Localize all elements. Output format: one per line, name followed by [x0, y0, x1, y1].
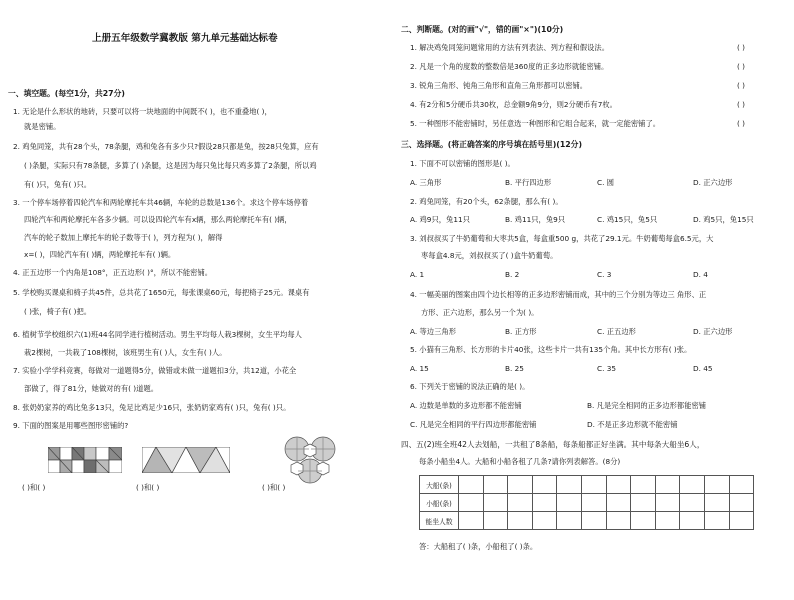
q1-line2: 就是密铺。: [24, 122, 61, 131]
choice-1: 1. 下面不可以密铺的图形是( )。: [410, 159, 515, 168]
judge-1: 1. 解决鸡兔同笼问题常用的方法有列表法、列方程和假设法。: [410, 43, 609, 52]
table-row-header: 小船(条): [420, 494, 459, 512]
answer-line: 答：大船租了( )条，小船租了( )条。: [419, 542, 538, 551]
choice-3-a: A. 1: [410, 270, 425, 279]
section1-heading: 一、填空题。(每空1分，共27分): [8, 89, 125, 98]
table-row: [420, 512, 754, 530]
table-row-header: 大船(条): [420, 476, 459, 494]
judge-1-paren: ( ): [737, 43, 746, 52]
choice-5-c: C. 35: [597, 364, 617, 373]
q1-line1: 1. 无论是什么形状的地砖，只要可以将一块地面的中间既不( )，也不重叠地( )，: [13, 107, 272, 116]
choice-4-a: A. 等边三角形: [410, 327, 456, 336]
q5-line2: ( )张，椅子有( )把。: [24, 307, 92, 316]
q3-line2: 四轮汽车和两轮摩托车各多少辆。可以设四轮汽车有x辆，那么两轮摩托车有( )辆，: [24, 215, 292, 224]
choice-6-a: A. 边数是单数的多边形都不能密铺: [410, 401, 522, 410]
choice-4-d: D. 正六边形: [693, 327, 733, 336]
choice-3-c: C. 3: [597, 270, 612, 279]
choice-2-d: D. 鸡5只，兔15只: [693, 215, 754, 224]
choice-4-c: C. 正五边形: [597, 327, 636, 336]
choice-6: 6. 下列关于密铺的说法正确的是( )。: [410, 382, 530, 391]
choice-1-a: A. 三角形: [410, 178, 442, 187]
choice-3-line2: 枣每盒4.8元，刘叔叔买了( )盒牛奶葡萄。: [421, 251, 558, 260]
q2-line1: 2. 鸡兔同笼，共有28个头，78条腿，鸡和兔各有多少只?假设28只都是兔，按28只兔算，应有: [13, 142, 319, 151]
choice-1-c: C. 圆: [597, 178, 615, 187]
judge-3-paren: ( ): [737, 81, 746, 90]
choice-2-b: B. 鸡11只，兔9只: [505, 215, 566, 224]
choice-2: 2. 鸡兔同笼，有20个头，62条腿，那么有( )。: [410, 197, 563, 206]
choice-4-b: B. 正方形: [505, 327, 537, 336]
choice-2-c: C. 鸡15只，兔5只: [597, 215, 658, 224]
boat-table: [419, 475, 754, 530]
q6-line1: 6. 植树节学校组织六(1)班44名同学进行植树活动。男生平均每人栽3棵树，女生平均每人: [13, 330, 302, 339]
table-row: [420, 476, 754, 494]
judge-5-paren: ( ): [737, 119, 746, 128]
judge-4-paren: ( ): [737, 100, 746, 109]
choice-1-b: B. 平行四边形: [505, 178, 552, 187]
section2-heading: 二、判断题。(对的画"√"，错的画"×")(10分): [401, 25, 564, 34]
choice-4-line2: 方形、正六边形，那么另一个为( )。: [421, 308, 539, 317]
fig2-answer: ( )和( ): [136, 483, 160, 492]
q2-line3: 有( )只，兔有( )只。: [24, 180, 92, 189]
choice-4-line1: 4. 一幅美丽的图案由四个边长相等的正多边形密铺而成，其中的三个分别为等边三 角形、正: [410, 290, 707, 299]
q3-line3: 汽车的轮子数加上摩托车的轮子数等于( )，列方程为( )，解得: [24, 233, 223, 242]
choice-5: 5. 小猫有三角形、长方形的卡片40张，这些卡片一共有135个角。其中长方形有( )张。: [410, 345, 692, 354]
choice-5-a: A. 15: [410, 364, 429, 373]
tiling-figure-triangles: [142, 447, 230, 473]
fig1-answer: ( )和( ): [22, 483, 46, 492]
section4-line2: 每条小船坐4人。大船和小船各租了几条?请你列表解答。(8分): [419, 457, 621, 466]
judge-2: 2. 凡是一个角的度数的整数倍是360度的正多边形就能密铺。: [410, 62, 609, 71]
choice-2-a: A. 鸡9只，兔11只: [410, 215, 470, 224]
choice-6-d: D. 不是正多边形就不能密铺: [587, 420, 678, 429]
q7-line1: 7. 实验小学学科竞赛，每做对一道题得5分，做错或未做一道题扣3分，共12道，小花全: [13, 366, 297, 375]
section3-heading: 三、选择题。(将正确答案的序号填在括号里)(12分): [401, 140, 583, 149]
judge-2-paren: ( ): [737, 62, 746, 71]
q4-text: 4. 正五边形一个内角是108°，正五边形( )°，所以不能密铺。: [13, 268, 213, 277]
fig3-answer: ( )和( ): [262, 483, 286, 492]
judge-5: 5. 一种图形不能密铺时，另任意选一种图形和它组合起来，就一定能密铺了。: [410, 119, 661, 128]
page-title: 上册五年级数学冀教版 第九单元基础达标卷: [92, 33, 278, 44]
tiling-figure-polygons: [282, 436, 338, 484]
section4-line1: 四、五(2)班全班42人去划船，一共租了8条船，每条船都正好坐满。其中每条大船坐6人，: [401, 440, 705, 449]
choice-1-d: D. 正六边形: [693, 178, 733, 187]
q5-line1: 5. 学校购买课桌和椅子共45件，总共花了1650元，每张课桌60元，每把椅子25元。课桌有: [13, 288, 310, 297]
table-row: [420, 494, 754, 512]
choice-5-b: B. 25: [505, 364, 524, 373]
q3-line1: 3. 一个停车场停着四轮汽车和两轮摩托车共46辆，车轮的总数是136个。求这个停车场停着: [13, 198, 309, 207]
judge-4: 4. 有2分和5分硬币共30枚，总金额9角9分，则2分硬币有7枚。: [410, 100, 617, 109]
choice-3-line1: 3. 刘叔叔买了牛奶葡萄和大枣共5盒，每盒重500 g，共花了29.1元。牛奶葡萄每盒6.5元，大: [410, 234, 714, 243]
choice-3-b: B. 2: [505, 270, 520, 279]
q9-text: 9. 下面的图案是用哪些图形密铺的?: [13, 421, 129, 430]
q6-line2: 栽2棵树，一共栽了108棵树，该班男生有( )人，女生有( )人。: [24, 348, 227, 357]
q2-line2: ( )条腿，实际只有78条腿，多算了( )条腿，这是因为每只兔比每只鸡多算了2条腿，所以鸡: [24, 161, 317, 170]
choice-6-c: C. 凡是完全相同的平行四边形都能密铺: [410, 420, 537, 429]
table-row-header: 能坐人数: [420, 512, 459, 530]
choice-3-d: D. 4: [693, 270, 708, 279]
q8-text: 8. 张奶奶家养的鸡比兔多13只，兔足比鸡足少16只，张奶奶家鸡有( )只，兔有( )只。: [13, 403, 291, 412]
choice-5-d: D. 45: [693, 364, 713, 373]
q7-line2: 部做了，得了81分，她做对的有( )道题。: [24, 384, 159, 393]
judge-3: 3. 锐角三角形、钝角三角形和直角三角形都可以密铺。: [410, 81, 588, 90]
q3-line4: x=( )，四轮汽车有( )辆，两轮摩托车有( )辆。: [24, 250, 176, 259]
tiling-figure-squares-triangles: [48, 447, 122, 473]
choice-6-b: B. 凡是完全相同的正多边形都能密铺: [587, 401, 707, 410]
